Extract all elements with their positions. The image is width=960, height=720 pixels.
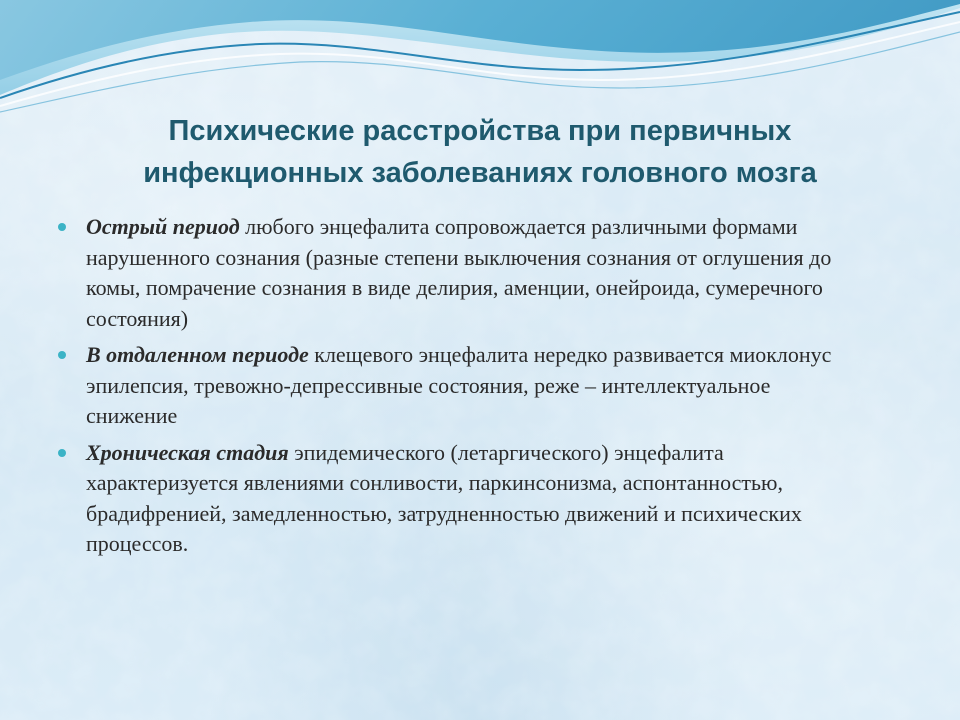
bullet-item-acute-period (58, 212, 848, 334)
bullet-dot-icon (58, 449, 66, 457)
bullet-lead: Острый период (86, 214, 240, 239)
bullet-item-remote-period (58, 340, 848, 432)
bullet-list (58, 212, 848, 566)
bullet-text: любого энцефалита сопровождается различными формами нарушенного сознания (разные степени выключения сознания от оглушения до комы, помрачение сознания в виде делирия, аменции, онейроида, сумеречного состояния) (86, 214, 832, 331)
title-line-2: инфекционных заболеваниях головного мозга (143, 157, 817, 189)
slide-title (60, 110, 900, 194)
title-line-1: Психические расстройства при первичных (168, 115, 792, 147)
bullet-item-chronic-stage (58, 438, 848, 560)
bullet-lead: Хроническая стадия (86, 439, 289, 465)
bullet-dot-icon (58, 223, 66, 231)
top-wave-decoration (0, 0, 960, 120)
bullet-dot-icon (58, 351, 66, 359)
bullet-text: клещевого энцефалита нередко развивается миоклонус эпилепсия, тревожно-депрессивные состояния, реже – интеллектуальное снижение (86, 342, 832, 428)
bullet-lead: В отдаленном периоде (86, 342, 309, 367)
bullet-text: эпидемического (летаргического) энцефалита характеризуется явлениями сонливости, паркинсонизма, аспонтанностью, брадифренией, замедленностью, затрудненностью движений и психических процессов. (86, 439, 802, 556)
